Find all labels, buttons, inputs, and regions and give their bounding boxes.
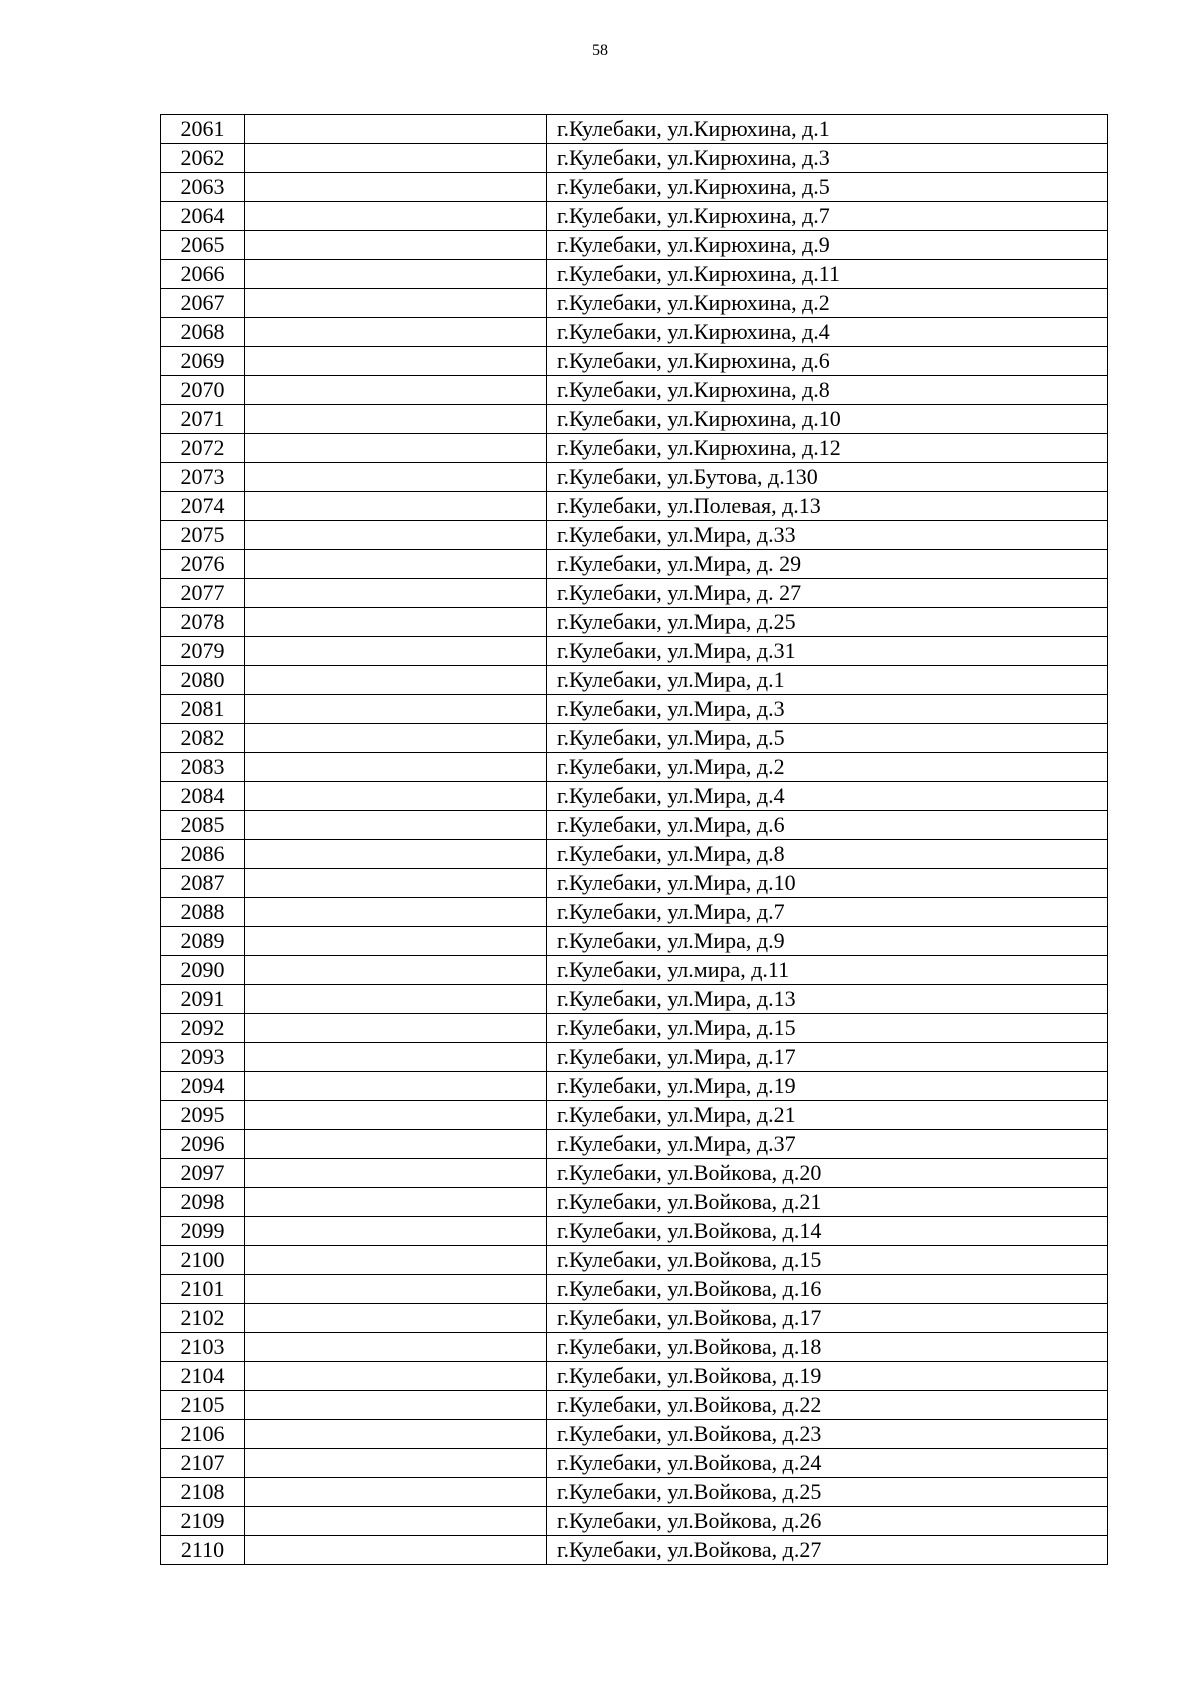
table-row <box>161 1304 1108 1333</box>
address-cell: г.Кулебаки, ул.Мира, д.13 <box>547 985 1108 1014</box>
address-cell: г.Кулебаки, ул.Мира, д.3 <box>547 695 1108 724</box>
table-row <box>161 840 1108 869</box>
empty-cell <box>245 1043 547 1072</box>
table-row <box>161 637 1108 666</box>
empty-cell <box>245 724 547 753</box>
row-number-cell: 2071 <box>161 405 245 434</box>
table-row <box>161 1362 1108 1391</box>
address-cell: г.Кулебаки, ул.Войкова, д.22 <box>547 1391 1108 1420</box>
address-cell: г.Кулебаки, ул.Мира, д.21 <box>547 1101 1108 1130</box>
table-row <box>161 1275 1108 1304</box>
address-cell: г.Кулебаки, ул.Мира, д. 29 <box>547 550 1108 579</box>
table-row <box>161 782 1108 811</box>
address-cell: г.Кулебаки, ул.Мира, д.5 <box>547 724 1108 753</box>
row-number-cell: 2108 <box>161 1478 245 1507</box>
row-number-cell: 2086 <box>161 840 245 869</box>
address-cell: г.Кулебаки, ул.Мира, д.15 <box>547 1014 1108 1043</box>
address-cell: г.Кулебаки, ул.Мира, д.4 <box>547 782 1108 811</box>
address-cell: г.Кулебаки, ул.Кирюхина, д.5 <box>547 173 1108 202</box>
address-cell: г.Кулебаки, ул.Войкова, д.15 <box>547 1246 1108 1275</box>
address-cell: г.Кулебаки, ул.Войкова, д.25 <box>547 1478 1108 1507</box>
row-number-cell: 2063 <box>161 173 245 202</box>
empty-cell <box>245 347 547 376</box>
table-row <box>161 115 1108 144</box>
empty-cell <box>245 376 547 405</box>
table-row <box>161 1536 1108 1565</box>
row-number-cell: 2062 <box>161 144 245 173</box>
address-cell: г.Кулебаки, ул.Войкова, д.18 <box>547 1333 1108 1362</box>
table-row <box>161 144 1108 173</box>
address-cell: г.Кулебаки, ул.Мира, д.6 <box>547 811 1108 840</box>
address-cell: г.Кулебаки, ул.Войкова, д.19 <box>547 1362 1108 1391</box>
empty-cell <box>245 260 547 289</box>
empty-cell <box>245 550 547 579</box>
table-row <box>161 956 1108 985</box>
empty-cell <box>245 666 547 695</box>
row-number-cell: 2080 <box>161 666 245 695</box>
row-number-cell: 2064 <box>161 202 245 231</box>
address-cell: г.Кулебаки, ул.Мира, д.8 <box>547 840 1108 869</box>
row-number-cell: 2088 <box>161 898 245 927</box>
table-row <box>161 1507 1108 1536</box>
row-number-cell: 2066 <box>161 260 245 289</box>
row-number-cell: 2067 <box>161 289 245 318</box>
row-number-cell: 2079 <box>161 637 245 666</box>
row-number-cell: 2098 <box>161 1188 245 1217</box>
address-cell: г.Кулебаки, ул.Мира, д.17 <box>547 1043 1108 1072</box>
table-row <box>161 666 1108 695</box>
empty-cell <box>245 434 547 463</box>
address-cell: г.Кулебаки, ул.мира, д.11 <box>547 956 1108 985</box>
address-cell: г.Кулебаки, ул.Войкова, д.17 <box>547 1304 1108 1333</box>
empty-cell <box>245 782 547 811</box>
row-number-cell: 2099 <box>161 1217 245 1246</box>
table-row <box>161 1159 1108 1188</box>
address-cell: г.Кулебаки, ул.Войкова, д.14 <box>547 1217 1108 1246</box>
row-number-cell: 2092 <box>161 1014 245 1043</box>
row-number-cell: 2091 <box>161 985 245 1014</box>
row-number-cell: 2096 <box>161 1130 245 1159</box>
address-cell: г.Кулебаки, ул.Мира, д.7 <box>547 898 1108 927</box>
address-cell: г.Кулебаки, ул.Кирюхина, д.2 <box>547 289 1108 318</box>
empty-cell <box>245 1507 547 1536</box>
table-row <box>161 202 1108 231</box>
table-row <box>161 231 1108 260</box>
address-cell: г.Кулебаки, ул.Кирюхина, д.9 <box>547 231 1108 260</box>
row-number-cell: 2109 <box>161 1507 245 1536</box>
address-cell: г.Кулебаки, ул.Войкова, д.27 <box>547 1536 1108 1565</box>
table-row <box>161 1449 1108 1478</box>
address-cell: г.Кулебаки, ул.Войкова, д.21 <box>547 1188 1108 1217</box>
address-cell: г.Кулебаки, ул.Кирюхина, д.11 <box>547 260 1108 289</box>
table-row <box>161 1014 1108 1043</box>
address-cell: г.Кулебаки, ул.Кирюхина, д.7 <box>547 202 1108 231</box>
row-number-cell: 2074 <box>161 492 245 521</box>
address-cell: г.Кулебаки, ул.Войкова, д.20 <box>547 1159 1108 1188</box>
empty-cell <box>245 1188 547 1217</box>
address-cell: г.Кулебаки, ул.Бутова, д.130 <box>547 463 1108 492</box>
empty-cell <box>245 1014 547 1043</box>
row-number-cell: 2065 <box>161 231 245 260</box>
row-number-cell: 2069 <box>161 347 245 376</box>
table-row <box>161 318 1108 347</box>
table-row <box>161 550 1108 579</box>
address-cell: г.Кулебаки, ул.Войкова, д.24 <box>547 1449 1108 1478</box>
row-number-cell: 2102 <box>161 1304 245 1333</box>
row-number-cell: 2100 <box>161 1246 245 1275</box>
address-cell: г.Кулебаки, ул.Кирюхина, д.6 <box>547 347 1108 376</box>
empty-cell <box>245 231 547 260</box>
table-row <box>161 608 1108 637</box>
row-number-cell: 2068 <box>161 318 245 347</box>
address-cell: г.Кулебаки, ул.Войкова, д.26 <box>547 1507 1108 1536</box>
row-number-cell: 2072 <box>161 434 245 463</box>
address-cell: г.Кулебаки, ул.Кирюхина, д.1 <box>547 115 1108 144</box>
table-row <box>161 695 1108 724</box>
empty-cell <box>245 1333 547 1362</box>
address-cell: г.Кулебаки, ул.Кирюхина, д.4 <box>547 318 1108 347</box>
table-row <box>161 724 1108 753</box>
row-number-cell: 2097 <box>161 1159 245 1188</box>
empty-cell <box>245 492 547 521</box>
row-number-cell: 2087 <box>161 869 245 898</box>
table-row <box>161 1043 1108 1072</box>
address-cell: г.Кулебаки, ул.Кирюхина, д.3 <box>547 144 1108 173</box>
empty-cell <box>245 1246 547 1275</box>
empty-cell <box>245 1478 547 1507</box>
empty-cell <box>245 927 547 956</box>
row-number-cell: 2078 <box>161 608 245 637</box>
table-row <box>161 405 1108 434</box>
empty-cell <box>245 1130 547 1159</box>
empty-cell <box>245 1304 547 1333</box>
row-number-cell: 2076 <box>161 550 245 579</box>
address-cell: г.Кулебаки, ул.Кирюхина, д.8 <box>547 376 1108 405</box>
row-number-cell: 2106 <box>161 1420 245 1449</box>
empty-cell <box>245 869 547 898</box>
empty-cell <box>245 608 547 637</box>
row-number-cell: 2085 <box>161 811 245 840</box>
empty-cell <box>245 1275 547 1304</box>
address-cell: г.Кулебаки, ул.Полевая, д.13 <box>547 492 1108 521</box>
address-cell: г.Кулебаки, ул.Кирюхина, д.12 <box>547 434 1108 463</box>
empty-cell <box>245 898 547 927</box>
address-cell: г.Кулебаки, ул.Мира, д.25 <box>547 608 1108 637</box>
empty-cell <box>245 463 547 492</box>
empty-cell <box>245 985 547 1014</box>
row-number-cell: 2089 <box>161 927 245 956</box>
empty-cell <box>245 753 547 782</box>
row-number-cell: 2110 <box>161 1536 245 1565</box>
empty-cell <box>245 289 547 318</box>
table-row <box>161 1101 1108 1130</box>
table-row <box>161 811 1108 840</box>
empty-cell <box>245 1159 547 1188</box>
empty-cell <box>245 840 547 869</box>
row-number-cell: 2104 <box>161 1362 245 1391</box>
empty-cell <box>245 1072 547 1101</box>
empty-cell <box>245 956 547 985</box>
table-row <box>161 434 1108 463</box>
table-row <box>161 869 1108 898</box>
row-number-cell: 2083 <box>161 753 245 782</box>
row-number-cell: 2061 <box>161 115 245 144</box>
table-row <box>161 173 1108 202</box>
table-row <box>161 463 1108 492</box>
empty-cell <box>245 173 547 202</box>
address-cell: г.Кулебаки, ул.Войкова, д.23 <box>547 1420 1108 1449</box>
address-cell: г.Кулебаки, ул.Мира, д.19 <box>547 1072 1108 1101</box>
row-number-cell: 2103 <box>161 1333 245 1362</box>
table-row <box>161 1072 1108 1101</box>
empty-cell <box>245 521 547 550</box>
table-row <box>161 1333 1108 1362</box>
table-row <box>161 1130 1108 1159</box>
row-number-cell: 2075 <box>161 521 245 550</box>
empty-cell <box>245 115 547 144</box>
empty-cell <box>245 695 547 724</box>
address-cell: г.Кулебаки, ул.Мира, д.10 <box>547 869 1108 898</box>
empty-cell <box>245 1449 547 1478</box>
address-cell: г.Кулебаки, ул.Мира, д.9 <box>547 927 1108 956</box>
table-row <box>161 1420 1108 1449</box>
row-number-cell: 2094 <box>161 1072 245 1101</box>
empty-cell <box>245 144 547 173</box>
empty-cell <box>245 405 547 434</box>
empty-cell <box>245 811 547 840</box>
row-number-cell: 2077 <box>161 579 245 608</box>
row-number-cell: 2101 <box>161 1275 245 1304</box>
row-number-cell: 2090 <box>161 956 245 985</box>
row-number-cell: 2105 <box>161 1391 245 1420</box>
table-row <box>161 1217 1108 1246</box>
table-row <box>161 753 1108 782</box>
table-row <box>161 985 1108 1014</box>
empty-cell <box>245 637 547 666</box>
address-cell: г.Кулебаки, ул.Мира, д.2 <box>547 753 1108 782</box>
row-number-cell: 2107 <box>161 1449 245 1478</box>
table-row <box>161 260 1108 289</box>
address-cell: г.Кулебаки, ул.Мира, д.37 <box>547 1130 1108 1159</box>
table-row <box>161 492 1108 521</box>
empty-cell <box>245 1391 547 1420</box>
row-number-cell: 2082 <box>161 724 245 753</box>
empty-cell <box>245 579 547 608</box>
table-row <box>161 376 1108 405</box>
table-row <box>161 347 1108 376</box>
page-number: 58 <box>592 42 608 59</box>
empty-cell <box>245 1536 547 1565</box>
row-number-cell: 2095 <box>161 1101 245 1130</box>
table-row <box>161 521 1108 550</box>
address-cell: г.Кулебаки, ул.Мира, д.31 <box>547 637 1108 666</box>
table-row <box>161 579 1108 608</box>
address-cell: г.Кулебаки, ул.Кирюхина, д.10 <box>547 405 1108 434</box>
address-cell: г.Кулебаки, ул.Мира, д.33 <box>547 521 1108 550</box>
empty-cell <box>245 1362 547 1391</box>
table-row <box>161 1391 1108 1420</box>
address-table-body <box>161 115 1108 1565</box>
empty-cell <box>245 202 547 231</box>
address-cell: г.Кулебаки, ул.Войкова, д.16 <box>547 1275 1108 1304</box>
empty-cell <box>245 1217 547 1246</box>
table-row <box>161 1188 1108 1217</box>
row-number-cell: 2081 <box>161 695 245 724</box>
table-row <box>161 1246 1108 1275</box>
empty-cell <box>245 318 547 347</box>
row-number-cell: 2093 <box>161 1043 245 1072</box>
table-row <box>161 1478 1108 1507</box>
row-number-cell: 2070 <box>161 376 245 405</box>
row-number-cell: 2073 <box>161 463 245 492</box>
address-cell: г.Кулебаки, ул.Мира, д. 27 <box>547 579 1108 608</box>
address-table <box>160 114 1108 1565</box>
table-row <box>161 927 1108 956</box>
address-cell: г.Кулебаки, ул.Мира, д.1 <box>547 666 1108 695</box>
row-number-cell: 2084 <box>161 782 245 811</box>
table-row <box>161 898 1108 927</box>
empty-cell <box>245 1101 547 1130</box>
table-row <box>161 289 1108 318</box>
empty-cell <box>245 1420 547 1449</box>
